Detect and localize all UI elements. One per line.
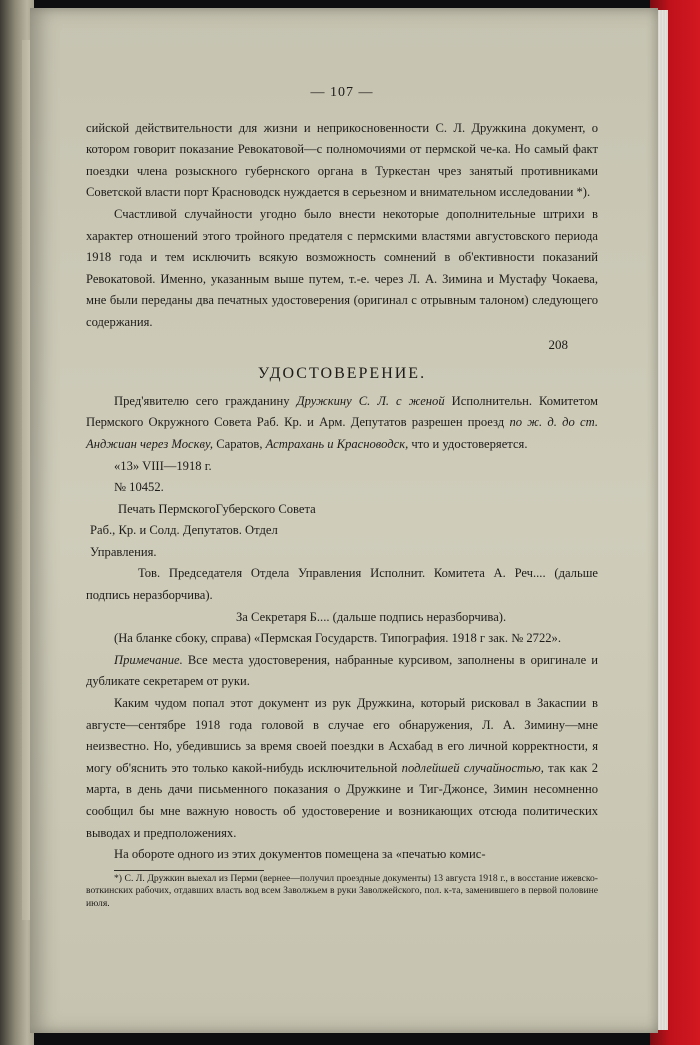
remark	[86, 650, 598, 693]
footnote-divider	[114, 870, 264, 871]
certificate-heading: УДОСТОВЕРЕНИЕ.	[257, 365, 427, 383]
footnote: *) С. Л. Дружкин выехал из Перми (вернее—получил проездные документы) 13 августа 1918 г., в восстание ижевско-воткинских рабочих, отдавших власть вод всем Заволжьем в руки Заволжейского, пол. к-та, заменившего в первой половине июля.	[86, 872, 598, 909]
certificate-doc-number: № 10452.	[114, 480, 164, 495]
signature-chairman: Тов. Председателя Отдела Управления Исполнит. Комитета А. Реч.... (дальше подпись неразборчива).	[86, 566, 598, 603]
page-number: — 107 —	[310, 85, 374, 100]
certificate-text-2: Исполнительн. Комитетом Пермского Окружного Совета Раб. Кр. и Арм. Депутатов разрешен проезд	[86, 393, 598, 430]
certificate-date: «13» VIII—1918 г.	[114, 458, 212, 473]
remark-label: Примечание.	[114, 652, 183, 667]
certificate-destination-handwritten: Астрахань и Красноводск,	[265, 436, 409, 451]
paragraph-2: Счастливой случайности угодно было внести некоторые дополнительные штрихи в характер отношений этого тройного предателя с пермскими властями августовского периода 1918 года и тем исключить всякую возможность сомнений в об'ективности показаний Ревокатовой. Именно, указанным выше путем, т.-е. через Л. А. Зимина и Мустафу Чокаева, мне были переданы два печатных удостоверения (оригинал с отрывным талоном) следующего содержания.	[86, 206, 598, 329]
paragraph-3-italic: подлейшей случайностью,	[401, 760, 544, 775]
certificate-name-handwritten: Дружкину С. Л. с женой	[296, 393, 445, 408]
margin-note: (На бланке сбоку, справа) «Пермская Государств. Типография. 1918 г зак. № 2722».	[114, 631, 561, 646]
page-text	[86, 82, 598, 910]
paragraph-3	[86, 693, 598, 844]
signature-secretary: За Секретаря Б.... (дальше подпись неразборчива).	[236, 609, 507, 624]
certificate-text-1: Пред'явителю сего гражданину	[114, 393, 297, 408]
remark-text: Все места удостоверения, набранные курсивом, заполнены в оригинале и дубликате секретарем от руки.	[86, 652, 598, 689]
paragraph-4: На обороте одного из этих документов помещена за «печатью комис-	[114, 847, 486, 862]
paragraph-1: сийской действительности для жизни и неприкосновенности С. Л. Дружкина документ, о котором говорит показание Ревокатовой—с полномочиями от пермской че-ка. Но самый факт поездки члена розыскного губернского органа в Туркестан чрез занятый противниками Советской власти порт Красноводск нуждается в серьезном и внимательном исследовании *).	[86, 120, 598, 200]
paragraph-3-part-a: Каким чудом попал этот документ из рук Дружкина, который рисковал в Закаспии в августе—сентябре 1918 года головой в случае его обнаружения, Л. А. Зимину—мне неизвестно. Но, убедившись за время своей поездки в Асхабад в его личной корректности, я могу об'яснить это только какой-нибудь исключительной	[86, 696, 598, 775]
paragraph-3-part-b: так как 2 марта, в день дачи письменного показания о Дружкине и Тиг-Джонсе, Зимин несомненно сообщил бы мне важную новость об удостоверение и возникающих отсюда политических выводах и предположениях.	[86, 760, 598, 840]
certificate-text-4: что и удостоверяется.	[408, 436, 528, 451]
certificate-text-3: Саратов,	[213, 436, 266, 451]
certificate-stamp: Печать ПермскогоГуберского Совета Раб., Кр. и Солд. Депутатов. Отдел Управления.	[90, 501, 316, 559]
book-page	[30, 8, 658, 1033]
certificate-body	[86, 391, 598, 456]
document-number-208: 208	[548, 336, 568, 352]
certificate-route-handwritten: по ж. д. до ст. Анджиан через Москву,	[86, 415, 598, 451]
